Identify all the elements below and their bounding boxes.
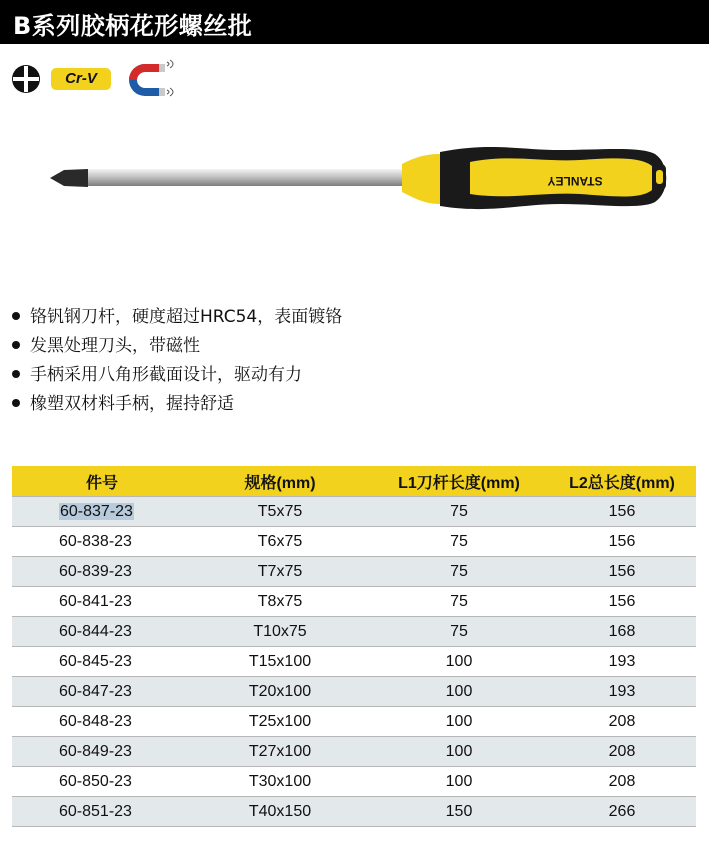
feature-item bbox=[12, 305, 342, 334]
bullet-icon bbox=[12, 370, 20, 378]
brand-label: STANLEY bbox=[547, 174, 603, 188]
part-number-cell[interactable]: 60-850-23 bbox=[12, 767, 190, 797]
total-length-cell: 266 bbox=[548, 797, 696, 827]
spec-cell: T20x100 bbox=[190, 677, 370, 707]
part-number-cell[interactable]: 60-838-23 bbox=[12, 527, 190, 557]
table-row bbox=[12, 557, 696, 587]
selected-text[interactable]: 60-837-23 bbox=[60, 502, 133, 520]
spec-cell: T7x75 bbox=[190, 557, 370, 587]
feature-item bbox=[12, 392, 342, 421]
col-header-part-number: 件号 bbox=[12, 466, 190, 497]
shaft-length-cell: 100 bbox=[370, 707, 548, 737]
bullet-icon bbox=[12, 312, 20, 320]
spec-cell: T6x75 bbox=[190, 527, 370, 557]
part-number-cell[interactable]: 60-844-23 bbox=[12, 617, 190, 647]
part-number-cell[interactable]: 60-848-23 bbox=[12, 707, 190, 737]
table-row bbox=[12, 527, 696, 557]
screwdriver-image bbox=[40, 120, 680, 230]
table-row bbox=[12, 737, 696, 767]
shaft-length-cell: 75 bbox=[370, 497, 548, 527]
shaft-length-cell: 75 bbox=[370, 587, 548, 617]
part-number-cell[interactable]: 60-845-23 bbox=[12, 647, 190, 677]
shaft-length-cell: 75 bbox=[370, 617, 548, 647]
part-number-cell[interactable]: 60-841-23 bbox=[12, 587, 190, 617]
feature-text: 发黑处理刀头，带磁性 bbox=[30, 336, 200, 356]
table-row bbox=[12, 767, 696, 797]
spec-cell: T30x100 bbox=[190, 767, 370, 797]
table-row bbox=[12, 677, 696, 707]
bullet-icon bbox=[12, 341, 20, 349]
title-bar bbox=[0, 0, 709, 44]
feature-item bbox=[12, 334, 342, 363]
spec-cell: T27x100 bbox=[190, 737, 370, 767]
spec-cell: T5x75 bbox=[190, 497, 370, 527]
bullet-icon bbox=[12, 399, 20, 407]
spec-cell: T25x100 bbox=[190, 707, 370, 737]
spec-cell: T40x150 bbox=[190, 797, 370, 827]
shaft-length-cell: 100 bbox=[370, 647, 548, 677]
col-header-total-length: L2总长度(mm) bbox=[548, 466, 696, 497]
total-length-cell: 156 bbox=[548, 557, 696, 587]
spec-table bbox=[12, 466, 696, 827]
shaft-length-cell: 100 bbox=[370, 677, 548, 707]
part-number-cell[interactable]: 60-849-23 bbox=[12, 737, 190, 767]
total-length-cell: 208 bbox=[548, 737, 696, 767]
table-header-row bbox=[12, 466, 696, 497]
total-length-cell: 156 bbox=[548, 527, 696, 557]
total-length-cell: 208 bbox=[548, 767, 696, 797]
spec-cell: T15x100 bbox=[190, 647, 370, 677]
table-row bbox=[12, 497, 696, 527]
spec-cell: T8x75 bbox=[190, 587, 370, 617]
table-row bbox=[12, 587, 696, 617]
phillips-cross-icon bbox=[11, 64, 41, 94]
total-length-cell: 156 bbox=[548, 587, 696, 617]
shaft-length-cell: 75 bbox=[370, 557, 548, 587]
feature-item bbox=[12, 363, 342, 392]
col-header-spec: 规格(mm) bbox=[190, 466, 370, 497]
part-number-cell[interactable]: 60-839-23 bbox=[12, 557, 190, 587]
total-length-cell: 193 bbox=[548, 677, 696, 707]
page-title: B系列胶柄花形螺丝批 bbox=[13, 12, 253, 40]
table-row bbox=[12, 617, 696, 647]
col-header-shaft-length: L1刀杆长度(mm) bbox=[370, 466, 548, 497]
feature-icons bbox=[0, 58, 709, 108]
total-length-cell: 156 bbox=[548, 497, 696, 527]
shaft-length-cell: 75 bbox=[370, 527, 548, 557]
total-length-cell: 208 bbox=[548, 707, 696, 737]
total-length-cell: 168 bbox=[548, 617, 696, 647]
part-number-cell[interactable]: 60-851-23 bbox=[12, 797, 190, 827]
feature-text: 橡塑双材料手柄，握持舒适 bbox=[30, 394, 234, 414]
feature-text: 铬钒钢刀杆，硬度超过HRC54，表面镀铬 bbox=[30, 307, 343, 327]
table-row bbox=[12, 647, 696, 677]
part-number-cell[interactable] bbox=[12, 497, 190, 527]
feature-list bbox=[12, 305, 342, 421]
cr-v-badge: Cr-V bbox=[51, 68, 111, 90]
shaft-length-cell: 100 bbox=[370, 767, 548, 797]
part-number-cell[interactable]: 60-847-23 bbox=[12, 677, 190, 707]
shaft-length-cell: 100 bbox=[370, 737, 548, 767]
table-row bbox=[12, 797, 696, 827]
spec-cell: T10x75 bbox=[190, 617, 370, 647]
table-row bbox=[12, 707, 696, 737]
shaft-length-cell: 150 bbox=[370, 797, 548, 827]
magnet-icon bbox=[125, 58, 177, 104]
feature-text: 手柄采用八角形截面设计，驱动有力 bbox=[30, 365, 302, 385]
total-length-cell: 193 bbox=[548, 647, 696, 677]
